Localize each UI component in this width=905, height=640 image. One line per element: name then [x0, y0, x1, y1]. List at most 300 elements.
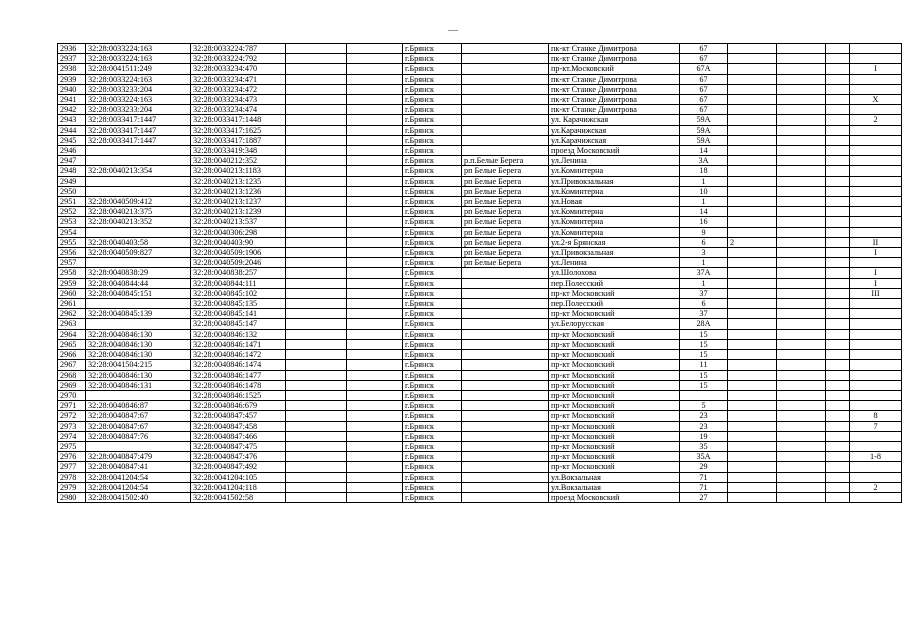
empty-cell-cell: [286, 156, 347, 166]
building-cadastral-number-cell: 32:28:0033234:470: [191, 64, 286, 74]
house-number-cell: 71: [680, 472, 728, 482]
extra-cell-cell: [826, 431, 850, 441]
settlement-cell: [462, 135, 549, 145]
premises-number-cell: [850, 329, 902, 339]
empty-cell-cell: [347, 105, 403, 115]
parcel-cadastral-number-cell: 32:28:0040509:412: [86, 197, 191, 207]
extra-cell-cell: [777, 319, 826, 329]
city-cell: г.Брянск: [403, 441, 462, 451]
premises-number-cell: [850, 401, 902, 411]
street-cell: пр-кт Московский: [549, 452, 680, 462]
extra-cell-cell: [728, 452, 777, 462]
building-cadastral-number-cell: 32:28:0040838:257: [191, 268, 286, 278]
extra-cell-cell: [777, 115, 826, 125]
premises-number-cell: 8: [850, 411, 902, 421]
settlement-cell: [462, 452, 549, 462]
extra-cell-cell: [777, 217, 826, 227]
row-number-cell: 2969: [58, 380, 86, 390]
row-number-cell: 2951: [58, 197, 86, 207]
empty-cell-cell: [347, 207, 403, 217]
settlement-cell: [462, 360, 549, 370]
extra-cell-cell: [826, 217, 850, 227]
parcel-cadastral-number-cell: 32:28:0041204:54: [86, 482, 191, 492]
house-number-cell: 37А: [680, 268, 728, 278]
extra-cell-cell: [826, 237, 850, 247]
parcel-cadastral-number-cell: [86, 176, 191, 186]
parcel-cadastral-number-cell: 32:28:0033417:1447: [86, 115, 191, 125]
street-cell: пр-кт Московский: [549, 339, 680, 349]
row-number-cell: 2944: [58, 125, 86, 135]
street-cell: ул.Коминтерна: [549, 186, 680, 196]
extra-cell-cell: [777, 288, 826, 298]
extra-cell-cell: [826, 135, 850, 145]
street-cell: пр-кт Московский: [549, 411, 680, 421]
table-row: [58, 105, 902, 115]
extra-cell-cell: [826, 84, 850, 94]
extra-cell-cell: [777, 186, 826, 196]
house-number-cell: 67: [680, 84, 728, 94]
parcel-cadastral-number-cell: [86, 156, 191, 166]
table-row: [58, 431, 902, 441]
settlement-cell: рп Белые Берега: [462, 186, 549, 196]
city-cell: г.Брянск: [403, 44, 462, 54]
extra-cell-cell: [826, 95, 850, 105]
empty-cell-cell: [286, 237, 347, 247]
empty-cell-cell: [286, 339, 347, 349]
table-row: [58, 339, 902, 349]
settlement-cell: рп Белые Берега: [462, 176, 549, 186]
building-cadastral-number-cell: 32:28:0040845:147: [191, 319, 286, 329]
empty-cell-cell: [347, 462, 403, 472]
row-number-cell: 2962: [58, 309, 86, 319]
row-number-cell: 2960: [58, 288, 86, 298]
extra-cell-cell: [826, 176, 850, 186]
extra-cell-cell: 2: [728, 237, 777, 247]
extra-cell-cell: [728, 441, 777, 451]
premises-number-cell: [850, 227, 902, 237]
house-number-cell: 23: [680, 421, 728, 431]
city-cell: г.Брянск: [403, 166, 462, 176]
extra-cell-cell: [728, 105, 777, 115]
street-cell: пр-кт Московский: [549, 390, 680, 400]
premises-number-cell: [850, 84, 902, 94]
city-cell: г.Брянск: [403, 472, 462, 482]
table-row: [58, 401, 902, 411]
scan-mark: [448, 30, 458, 31]
table-row: [58, 207, 902, 217]
extra-cell-cell: [777, 156, 826, 166]
city-cell: г.Брянск: [403, 360, 462, 370]
premises-number-cell: [850, 299, 902, 309]
extra-cell-cell: [777, 309, 826, 319]
house-number-cell: 71: [680, 482, 728, 492]
empty-cell-cell: [286, 248, 347, 258]
house-number-cell: 37: [680, 288, 728, 298]
house-number-cell: 3А: [680, 156, 728, 166]
extra-cell-cell: [826, 278, 850, 288]
empty-cell-cell: [286, 299, 347, 309]
street-cell: пк-кт Станке Димитрова: [549, 44, 680, 54]
extra-cell-cell: [826, 115, 850, 125]
extra-cell-cell: [728, 44, 777, 54]
extra-cell-cell: [777, 370, 826, 380]
parcel-cadastral-number-cell: 32:28:0040213:352: [86, 217, 191, 227]
house-number-cell: 67: [680, 44, 728, 54]
building-cadastral-number-cell: 32:28:0040212:352: [191, 156, 286, 166]
empty-cell-cell: [347, 74, 403, 84]
building-cadastral-number-cell: 32:28:0040845:135: [191, 299, 286, 309]
settlement-cell: [462, 462, 549, 472]
empty-cell-cell: [286, 84, 347, 94]
house-number-cell: 67: [680, 95, 728, 105]
empty-cell-cell: [286, 207, 347, 217]
street-cell: ул.Коминтерна: [549, 217, 680, 227]
settlement-cell: [462, 278, 549, 288]
row-number-cell: 2968: [58, 370, 86, 380]
row-number-cell: 2977: [58, 462, 86, 472]
parcel-cadastral-number-cell: 32:28:0040213:375: [86, 207, 191, 217]
street-cell: ул.Коминтерна: [549, 207, 680, 217]
extra-cell-cell: [826, 146, 850, 156]
city-cell: г.Брянск: [403, 176, 462, 186]
empty-cell-cell: [286, 268, 347, 278]
building-cadastral-number-cell: 32:28:0040846:1471: [191, 339, 286, 349]
city-cell: г.Брянск: [403, 452, 462, 462]
city-cell: г.Брянск: [403, 319, 462, 329]
street-cell: ул.2-я Брянская: [549, 237, 680, 247]
extra-cell-cell: [826, 207, 850, 217]
street-cell: ул.Коминтерна: [549, 166, 680, 176]
extra-cell-cell: [728, 207, 777, 217]
extra-cell-cell: [728, 115, 777, 125]
row-number-cell: 2943: [58, 115, 86, 125]
registry-table: [57, 43, 902, 503]
extra-cell-cell: [826, 390, 850, 400]
extra-cell-cell: [826, 482, 850, 492]
settlement-cell: [462, 299, 549, 309]
city-cell: г.Брянск: [403, 74, 462, 84]
settlement-cell: рп Белые Берега: [462, 217, 549, 227]
house-number-cell: 15: [680, 380, 728, 390]
city-cell: г.Брянск: [403, 339, 462, 349]
building-cadastral-number-cell: 32:28:0040845:141: [191, 309, 286, 319]
extra-cell-cell: [728, 156, 777, 166]
extra-cell-cell: [777, 95, 826, 105]
extra-cell-cell: [777, 441, 826, 451]
settlement-cell: [462, 350, 549, 360]
empty-cell-cell: [347, 84, 403, 94]
empty-cell-cell: [286, 350, 347, 360]
empty-cell-cell: [286, 411, 347, 421]
extra-cell-cell: [777, 431, 826, 441]
empty-cell-cell: [286, 472, 347, 482]
extra-cell-cell: [728, 482, 777, 492]
house-number-cell: 6: [680, 299, 728, 309]
parcel-cadastral-number-cell: 32:28:0041504:215: [86, 360, 191, 370]
extra-cell-cell: [826, 54, 850, 64]
row-number-cell: 2936: [58, 44, 86, 54]
extra-cell-cell: [826, 258, 850, 268]
parcel-cadastral-number-cell: 32:28:0040403:58: [86, 237, 191, 247]
extra-cell-cell: [777, 492, 826, 502]
settlement-cell: [462, 288, 549, 298]
settlement-cell: рп Белые Берега: [462, 258, 549, 268]
settlement-cell: [462, 146, 549, 156]
premises-number-cell: X: [850, 95, 902, 105]
empty-cell-cell: [347, 278, 403, 288]
building-cadastral-number-cell: 32:28:0040846:1474: [191, 360, 286, 370]
empty-cell-cell: [347, 95, 403, 105]
empty-cell-cell: [286, 401, 347, 411]
parcel-cadastral-number-cell: 32:28:0033233:204: [86, 84, 191, 94]
settlement-cell: [462, 44, 549, 54]
building-cadastral-number-cell: 32:28:0040846:132: [191, 329, 286, 339]
street-cell: пр-кт Московский: [549, 370, 680, 380]
street-cell: пк-кт Станке Димитрова: [549, 95, 680, 105]
parcel-cadastral-number-cell: 32:28:0033224:163: [86, 54, 191, 64]
extra-cell-cell: [826, 441, 850, 451]
empty-cell-cell: [347, 146, 403, 156]
settlement-cell: [462, 482, 549, 492]
premises-number-cell: [850, 166, 902, 176]
row-number-cell: 2971: [58, 401, 86, 411]
table-row: [58, 472, 902, 482]
city-cell: г.Брянск: [403, 288, 462, 298]
extra-cell-cell: [728, 329, 777, 339]
parcel-cadastral-number-cell: [86, 186, 191, 196]
extra-cell-cell: [777, 299, 826, 309]
extra-cell-cell: [728, 95, 777, 105]
table-row: [58, 217, 902, 227]
building-cadastral-number-cell: 32:28:0040213:1239: [191, 207, 286, 217]
city-cell: г.Брянск: [403, 421, 462, 431]
building-cadastral-number-cell: 32:28:0033234:474: [191, 105, 286, 115]
extra-cell-cell: [826, 125, 850, 135]
settlement-cell: [462, 115, 549, 125]
row-number-cell: 2976: [58, 452, 86, 462]
street-cell: пк-кт Станке Димитрова: [549, 54, 680, 64]
house-number-cell: 29: [680, 462, 728, 472]
settlement-cell: [462, 401, 549, 411]
settlement-cell: [462, 329, 549, 339]
building-cadastral-number-cell: 32:28:0040509:1906: [191, 248, 286, 258]
street-cell: ул.Привокзальная: [549, 248, 680, 258]
city-cell: г.Брянск: [403, 309, 462, 319]
empty-cell-cell: [347, 186, 403, 196]
city-cell: г.Брянск: [403, 370, 462, 380]
extra-cell-cell: [826, 248, 850, 258]
extra-cell-cell: [777, 339, 826, 349]
building-cadastral-number-cell: 32:28:0040213:1236: [191, 186, 286, 196]
building-cadastral-number-cell: 32:28:0033417:1887: [191, 135, 286, 145]
settlement-cell: [462, 84, 549, 94]
premises-number-cell: [850, 472, 902, 482]
extra-cell-cell: [728, 74, 777, 84]
premises-number-cell: I: [850, 278, 902, 288]
empty-cell-cell: [347, 339, 403, 349]
house-number-cell: 67А: [680, 64, 728, 74]
city-cell: г.Брянск: [403, 125, 462, 135]
extra-cell-cell: [777, 278, 826, 288]
city-cell: г.Брянск: [403, 248, 462, 258]
empty-cell-cell: [286, 492, 347, 502]
premises-number-cell: [850, 370, 902, 380]
extra-cell-cell: [777, 472, 826, 482]
premises-number-cell: [850, 125, 902, 135]
empty-cell-cell: [286, 95, 347, 105]
house-number-cell: 23: [680, 411, 728, 421]
extra-cell-cell: [826, 401, 850, 411]
premises-number-cell: [850, 197, 902, 207]
premises-number-cell: 2: [850, 115, 902, 125]
table-row: [58, 125, 902, 135]
row-number-cell: 2950: [58, 186, 86, 196]
settlement-cell: [462, 95, 549, 105]
extra-cell-cell: [728, 309, 777, 319]
street-cell: ул. Карачижская: [549, 115, 680, 125]
premises-number-cell: [850, 360, 902, 370]
row-number-cell: 2955: [58, 237, 86, 247]
building-cadastral-number-cell: 32:28:0040213:1183: [191, 166, 286, 176]
house-number-cell: 14: [680, 207, 728, 217]
street-cell: пр-кт Московский: [549, 462, 680, 472]
empty-cell-cell: [286, 176, 347, 186]
premises-number-cell: [850, 156, 902, 166]
settlement-cell: рп Белые Берега: [462, 207, 549, 217]
empty-cell-cell: [286, 319, 347, 329]
house-number-cell: 11: [680, 360, 728, 370]
row-number-cell: 2949: [58, 176, 86, 186]
extra-cell-cell: [728, 125, 777, 135]
building-cadastral-number-cell: 32:28:0040403:90: [191, 237, 286, 247]
premises-number-cell: [850, 462, 902, 472]
premises-number-cell: III: [850, 288, 902, 298]
empty-cell-cell: [286, 452, 347, 462]
row-number-cell: 2963: [58, 319, 86, 329]
premises-number-cell: [850, 350, 902, 360]
extra-cell-cell: [777, 125, 826, 135]
empty-cell-cell: [286, 288, 347, 298]
city-cell: г.Брянск: [403, 115, 462, 125]
street-cell: пер.Полесский: [549, 278, 680, 288]
extra-cell-cell: [777, 166, 826, 176]
house-number-cell: 59А: [680, 135, 728, 145]
parcel-cadastral-number-cell: 32:28:0040846:130: [86, 329, 191, 339]
empty-cell-cell: [347, 176, 403, 186]
row-number-cell: 2937: [58, 54, 86, 64]
empty-cell-cell: [286, 380, 347, 390]
row-number-cell: 2975: [58, 441, 86, 451]
table-row: [58, 268, 902, 278]
extra-cell-cell: [728, 64, 777, 74]
building-cadastral-number-cell: 32:28:0033417:1625: [191, 125, 286, 135]
settlement-cell: [462, 268, 549, 278]
extra-cell-cell: [728, 350, 777, 360]
table-row: [58, 299, 902, 309]
street-cell: ул.Белорусская: [549, 319, 680, 329]
settlement-cell: [462, 319, 549, 329]
street-cell: пр-кт Московский: [549, 421, 680, 431]
extra-cell-cell: [728, 227, 777, 237]
parcel-cadastral-number-cell: 32:28:0041204:54: [86, 472, 191, 482]
house-number-cell: 1: [680, 176, 728, 186]
row-number-cell: 2966: [58, 350, 86, 360]
settlement-cell: рп Белые Берега: [462, 227, 549, 237]
extra-cell-cell: [777, 197, 826, 207]
extra-cell-cell: [826, 360, 850, 370]
city-cell: г.Брянск: [403, 105, 462, 115]
city-cell: г.Брянск: [403, 299, 462, 309]
extra-cell-cell: [826, 197, 850, 207]
table-row: [58, 350, 902, 360]
street-cell: пр-кт Московский: [549, 329, 680, 339]
extra-cell-cell: [826, 156, 850, 166]
parcel-cadastral-number-cell: 32:28:0033224:163: [86, 44, 191, 54]
extra-cell-cell: [777, 421, 826, 431]
house-number-cell: 27: [680, 492, 728, 502]
city-cell: г.Брянск: [403, 278, 462, 288]
extra-cell-cell: [777, 329, 826, 339]
empty-cell-cell: [347, 309, 403, 319]
empty-cell-cell: [347, 64, 403, 74]
empty-cell-cell: [286, 360, 347, 370]
city-cell: г.Брянск: [403, 380, 462, 390]
premises-number-cell: [850, 441, 902, 451]
building-cadastral-number-cell: 32:28:0040213:1235: [191, 176, 286, 186]
street-cell: ул.Вокзальная: [549, 482, 680, 492]
extra-cell-cell: [826, 105, 850, 115]
parcel-cadastral-number-cell: [86, 258, 191, 268]
city-cell: г.Брянск: [403, 135, 462, 145]
table-row: [58, 115, 902, 125]
settlement-cell: [462, 390, 549, 400]
street-cell: пр-кт Московский: [549, 360, 680, 370]
settlement-cell: [462, 431, 549, 441]
row-number-cell: 2939: [58, 74, 86, 84]
building-cadastral-number-cell: 32:28:0040845:102: [191, 288, 286, 298]
extra-cell-cell: [728, 197, 777, 207]
parcel-cadastral-number-cell: [86, 146, 191, 156]
premises-number-cell: [850, 186, 902, 196]
extra-cell-cell: [777, 401, 826, 411]
house-number-cell: 15: [680, 370, 728, 380]
settlement-cell: [462, 380, 549, 390]
empty-cell-cell: [347, 227, 403, 237]
extra-cell-cell: [777, 411, 826, 421]
parcel-cadastral-number-cell: 32:28:0033224:163: [86, 74, 191, 84]
city-cell: г.Брянск: [403, 54, 462, 64]
row-number-cell: 2965: [58, 339, 86, 349]
empty-cell-cell: [347, 360, 403, 370]
extra-cell-cell: [777, 380, 826, 390]
building-cadastral-number-cell: 32:28:0040847:457: [191, 411, 286, 421]
empty-cell-cell: [347, 258, 403, 268]
settlement-cell: [462, 370, 549, 380]
extra-cell-cell: [826, 421, 850, 431]
empty-cell-cell: [347, 319, 403, 329]
empty-cell-cell: [347, 411, 403, 421]
row-number-cell: 2958: [58, 268, 86, 278]
extra-cell-cell: [728, 299, 777, 309]
premises-number-cell: I: [850, 248, 902, 258]
building-cadastral-number-cell: 32:28:0040213:1237: [191, 197, 286, 207]
extra-cell-cell: [728, 166, 777, 176]
premises-number-cell: [850, 207, 902, 217]
extra-cell-cell: [826, 44, 850, 54]
row-number-cell: 2954: [58, 227, 86, 237]
house-number-cell: 15: [680, 339, 728, 349]
house-number-cell: 37: [680, 309, 728, 319]
